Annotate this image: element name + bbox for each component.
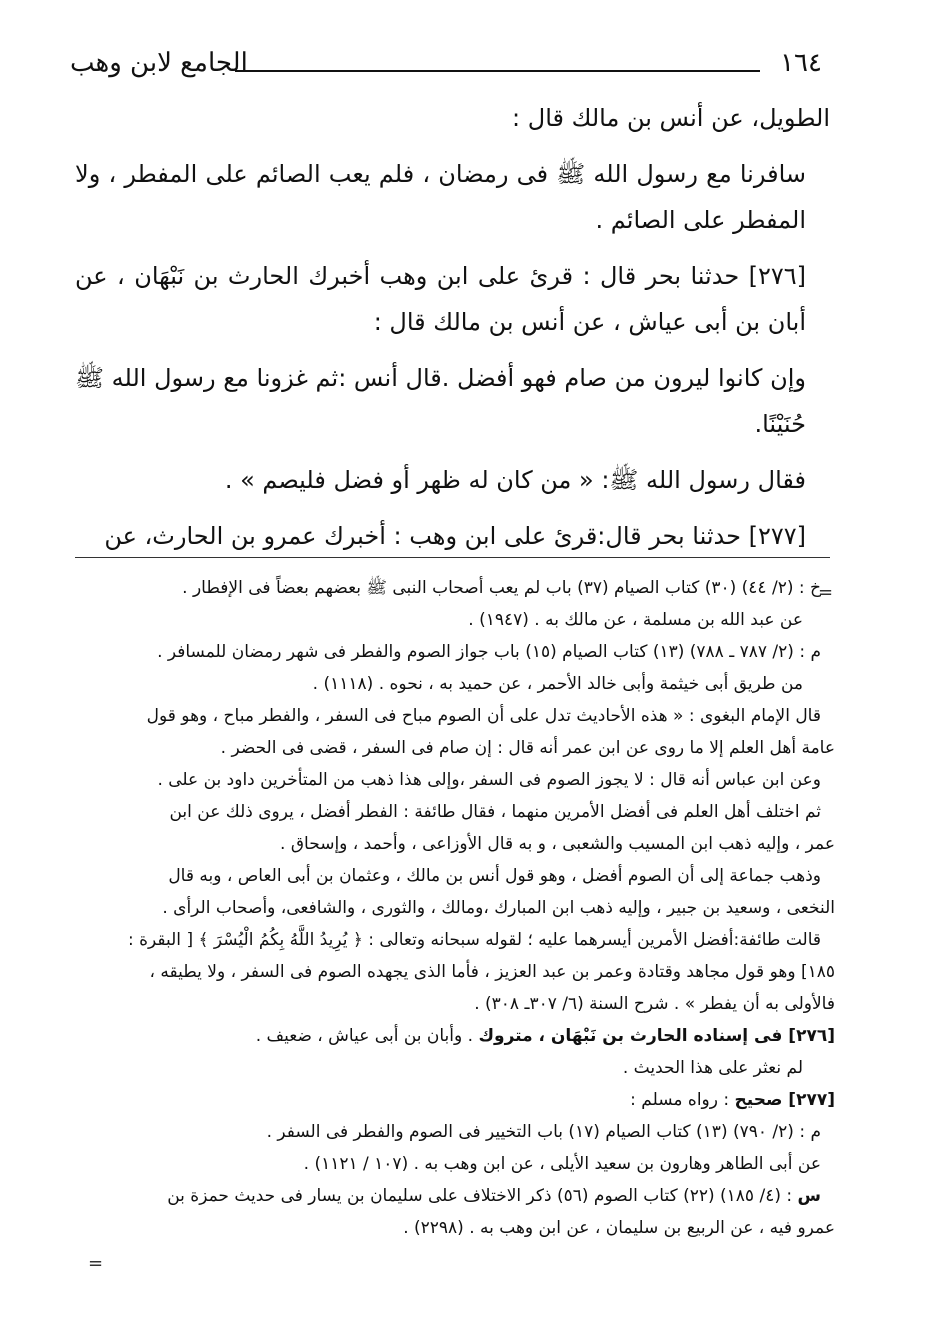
footnote-line: عمرو فيه ، عن الربيع بن سليمان ، عن ابن وهب به . (٢٢٩٨) . [403, 1218, 835, 1238]
footnote-line: ١٨٥] وهو قول مجاهد وقتادة وعمر بن عبد العزيز ، فأما الذى يجهده الصوم فى السفر ، ولا يطيقه ، [149, 962, 835, 982]
main-paragraph-4: وإن كانوا ليرون من صام فهو أفضل .قال أنس :ثم غزونا مع رسول الله ﷺ حُنَيْنًا. [75, 364, 806, 438]
footnote-line: النخعى ، وسعيد بن جبير ، وإليه ذهب ابن المبارك ،ومالك ، والثورى ، والشافعى، وأصحاب الرأى . [162, 898, 835, 918]
footnote-line: ثم اختلف أهل العلم فى أفضل الأمرين منهما ، فقال طائفة : الفطر أفضل ، يروى ذلك عن ابن [169, 802, 821, 822]
footnote-line: قالت طائفة:أفضل الأمرين أيسرهما عليه ؛ لقوله سبحانه وتعالى : ﴿ يُرِيدُ اللَّهُ بِكُمُ الْيُسْرَ ﴾ [ البقرة : [127, 930, 821, 950]
footnote-line: من طريق أبى خيثمة وأبى خالد الأحمر ، عن حميد به ، نحوه . (١١١٨) . [312, 674, 803, 694]
footnotes [75, 572, 835, 1244]
footnote-line: عمر ، وإليه ذهب ابن المسيب والشعبى ، و به قال الأوزاعى ، وأحمد ، وإسحاق . [280, 834, 835, 854]
main-paragraph-3: [٢٧٦] حدثنا بحر قال : قرئ على ابن وهب أخبرك الحارث بن نَبْهَان ، عن أبان بن أبى عياش ، عن أنس بن مالك قال : [75, 262, 806, 336]
footnote-line [75, 1084, 835, 1116]
footnote-source-sin: س [797, 1186, 821, 1206]
main-paragraph-5: فقال رسول الله ﷺ: « من كان له ظهر أو فضل فليصم » . [224, 466, 806, 494]
footnote-line: وعن ابن عباس أنه قال : لا يجوز الصوم فى السفر ،وإلى هذا ذهب من المتأخرين داود بن على . [157, 770, 821, 790]
footnote-line: خ : (٢/ ٤٤) (٣٠) كتاب الصيام (٣٧) باب لم يعب أصحاب النبى ﷺ بعضهم بعضاً فى الإفطار . [182, 578, 821, 598]
main-paragraph-1: الطويل، عن أنس بن مالك قال : [512, 104, 830, 132]
footnote-line: وذهب جماعة إلى أن الصوم أفضل ، وهو قول أنس بن مالك ، وعثمان بن أبى العاص ، وبه قال [168, 866, 821, 886]
footnote-line: م : (٢/ ٧٨٧ ـ ٧٨٨) (١٣) كتاب الصيام (١٥) باب جواز الصوم والفطر فى شهر رمضان للمسافر . [157, 642, 821, 662]
header-rule [235, 70, 760, 72]
footnote-line [75, 1180, 835, 1212]
margin-mark-bottom: = [88, 1253, 104, 1274]
footnote-line: عن أبى الطاهر وهارون بن سعيد الأيلى ، عن ابن وهب به . (١٠٧ / ١١٢١) . [303, 1154, 821, 1174]
footnote-divider [75, 557, 830, 558]
footnote-ref-276: [٢٧٦] فى إسناده الحارث بن نَبْهَان ، متروك [478, 1026, 835, 1046]
footnote-line [75, 1020, 835, 1052]
main-text [75, 95, 830, 569]
footnote-line: م : (٢/ ٧٩٠) (١٣) كتاب الصيام (١٧) باب التخيير فى الصوم والفطر فى السفر . [266, 1122, 821, 1142]
page-number: ١٦٤ [780, 48, 822, 78]
footnote-line: فالأولى به أن يفطر » . شرح السنة (٦/ ٣٠٧ـ ٣٠٨) . [474, 994, 835, 1014]
book-title: الجامع لابن وهب [70, 48, 248, 78]
footnote-text: : رواه مسلم : [630, 1090, 735, 1110]
footnote-line: عامة أهل العلم إلا ما روى عن ابن عمر أنه قال : إن صام فى السفر ، قضى فى الحضر . [220, 738, 835, 758]
footnote-line: عن عبد الله بن مسلمة ، عن مالك به . (١٩٤٧) . [468, 610, 803, 630]
main-paragraph-6: [٢٧٧] حدثنا بحر قال:قرئ على ابن وهب : أخبرك عمرو بن الحارث، عن [104, 522, 806, 550]
footnote-line: لم نعثر على هذا الحديث . [622, 1058, 803, 1078]
footnote-line: قال الإمام البغوى : « هذه الأحاديث تدل على أن الصوم مباح فى السفر ، والفطر مباح ، وهو قول [146, 706, 821, 726]
footnote-text: : (٤/ ١٨٥) (٢٢) كتاب الصوم (٥٦) ذكر الاختلاف على سليمان بن يسار فى حديث حمزة بن [167, 1186, 798, 1206]
footnote-text: . وأبان بن أبى عياش ، ضعيف . [255, 1026, 479, 1046]
page-header [70, 48, 830, 88]
main-paragraph-2: سافرنا مع رسول الله ﷺ فى رمضان ، فلم يعب الصائم على المفطر ، ولا المفطر على الصائم . [75, 160, 806, 234]
margin-mark-top: = [818, 582, 834, 603]
footnote-ref-277: [٢٧٧] صحيح [734, 1090, 835, 1110]
